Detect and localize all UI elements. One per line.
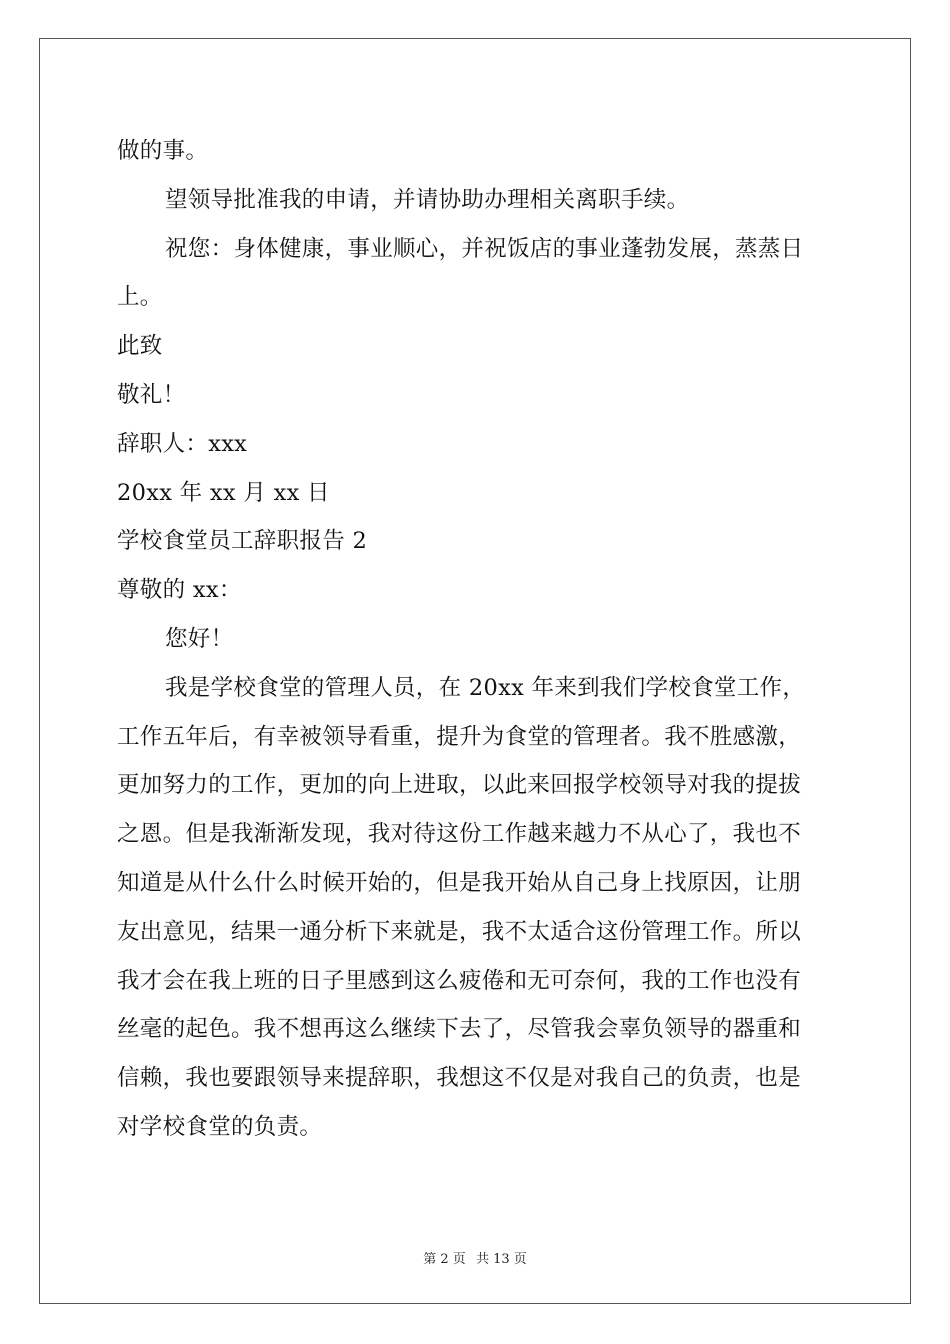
closing-salutation: 此致	[117, 333, 163, 360]
body-paragraph	[117, 664, 837, 1152]
date-line: 20xx 年 xx 月 xx 日	[117, 479, 330, 506]
paragraph-line: 我才会在我上班的日子里感到这么疲倦和无可奈何，我的工作也没有	[117, 967, 802, 994]
signature-line: 辞职人：xxx	[117, 430, 248, 457]
letter-greeting: 您好！	[165, 625, 234, 652]
closing-regards: 敬礼！	[117, 381, 186, 408]
text-line: 祝您：身体健康，事业顺心，并祝饭店的事业蓬勃发展，蒸蒸日	[165, 235, 804, 262]
paragraph-line: 友出意见，结果一通分析下来就是，我不太适合这份管理工作。所以	[117, 918, 802, 945]
section-title: 学校食堂员工辞职报告 2	[117, 528, 368, 555]
page-number: 第 2 页	[423, 1252, 466, 1267]
letter-addressee: 尊敬的 xx：	[117, 577, 242, 604]
text-line: 望领导批准我的申请，并请协助办理相关离职手续。	[165, 186, 690, 213]
paragraph-line: 知道是从什么什么时候开始的，但是我开始从自己身上找原因，让朋	[117, 869, 802, 896]
paragraph-line: 信赖，我也要跟领导来提辞职，我想这不仅是对我自己的负责，也是	[117, 1065, 802, 1092]
document-body	[117, 127, 837, 1152]
paragraph-line: 之恩。但是我渐渐发现，我对待这份工作越来越力不从心了，我也不	[117, 821, 802, 848]
paragraph-line: 更加努力的工作，更加的向上进取，以此来回报学校领导对我的提拔	[117, 772, 802, 799]
paragraph-line: 工作五年后，有幸被领导看重，提升为食堂的管理者。我不胜感激，	[117, 723, 802, 750]
text-line: 上。	[117, 284, 163, 311]
paragraph-line: 丝毫的起色。我不想再这么继续下去了，尽管我会辜负领导的器重和	[117, 1016, 802, 1043]
paragraph-line: 对学校食堂的负责。	[117, 1113, 323, 1140]
text-line: 做的事。	[117, 138, 209, 164]
page-footer	[0, 1248, 950, 1267]
paragraph-line: 我是学校食堂的管理人员，在 20xx 年来到我们学校食堂工作，	[165, 674, 806, 701]
page-total: 共 13 页	[475, 1252, 527, 1267]
